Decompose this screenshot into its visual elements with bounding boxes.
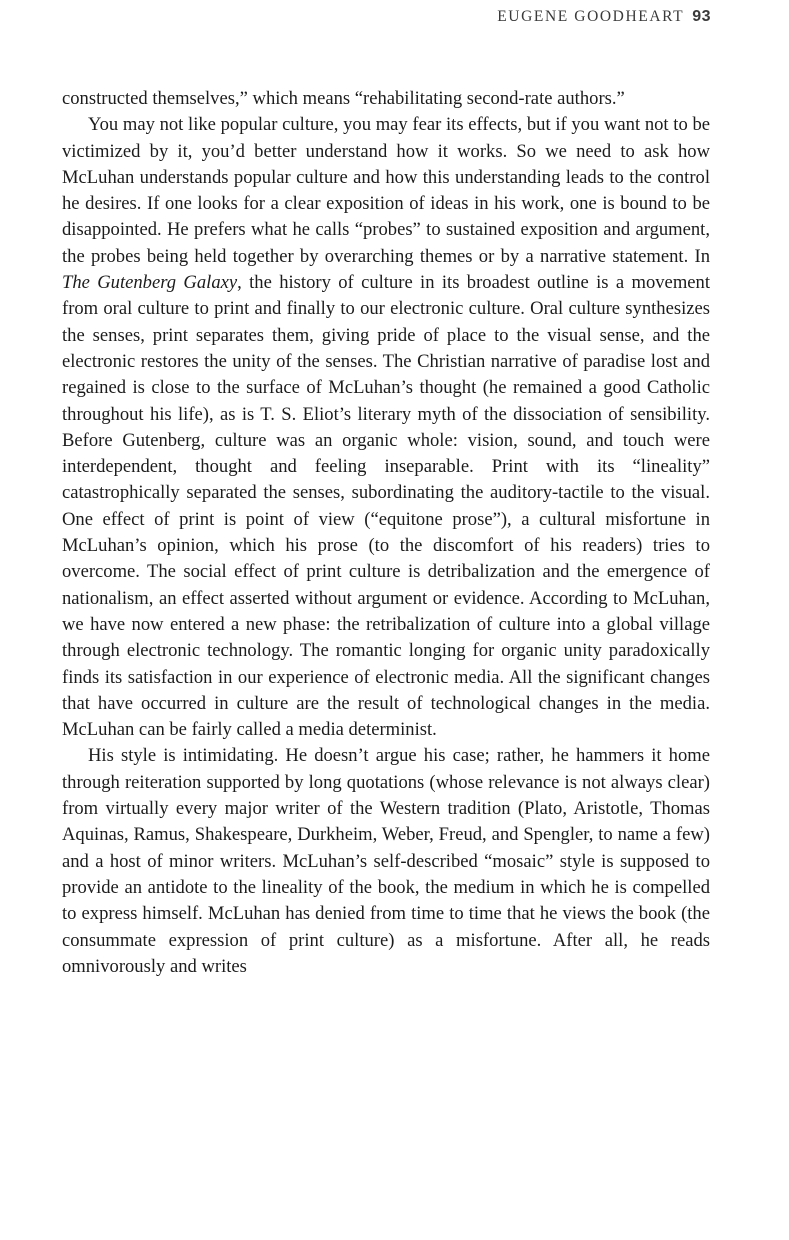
paragraph-text-after-title: , the history of culture in its broadest outline is a movement from oral culture to print and finally to our electronic culture. Oral culture synthesizes the senses, print separates them, giving pride of place to the visual sense, and the electronic restores the unity of the senses. The Christian narrative of paradise lost and regained is close to the surface of McLuhan’s thought (he remained a good Catholic throughout his life), as is T. S. Eliot’s literary myth of the dissociation of sensibility. Before Gutenberg, culture was an organic whole: vision, sound, and touch were interdependent, thought and feeling inseparable. Print with its “lineality” catastrophically separated the senses, subordinating the auditory-tactile to the visual. One effect of print is point of view (“equitone prose”), a cultural misfortune in McLuhan’s opinion, which his prose (to the discomfort of his readers) tries to overcome. The social effect of print culture is detribalization and the emergence of nationalism, an effect asserted without argument or evidence. According to McLuhan, we have now entered a new phase: the retribalization of culture into a global village through electronic technology. The romantic longing for organic unity paradoxically finds its satisfaction in our experience of electronic media. All the significant changes that have occurred in culture are the result of technological changes in the media. McLuhan can be fairly called a media determinist. [62,272,710,741]
book-title-gutenberg-galaxy: The Gutenberg Galaxy [62,272,238,294]
page-number: 93 [692,8,711,25]
paragraph-mcluhan-probes [62,112,710,743]
running-head [497,6,711,26]
paragraph-continuation: constructed themselves,” which means “rehabilitating second-rate authors.” [62,88,625,109]
running-head-author: EUGENE GOODHEART [497,8,685,25]
body-text [62,86,710,980]
paragraph-text-before-title: You may not like popular culture, you may fear its effects, but if you want not to be victimized by it, you’d better understand how it works. So we need to ask how McLuhan understands popular culture and how this understanding leads to the control he desires. If one looks for a clear exposition of ideas in his work, one is bound to be disappointed. He prefers what he calls “probes” to sustained exposition and argument, the probes being held together by overarching themes or by a narrative statement. In [62,114,710,267]
paragraph-style-intimidating: His style is intimidating. He doesn’t argue his case; rather, he hammers it home through reiteration supported by long quotations (whose relevance is not always clear) from virtually every major writer of the Western tradition (Plato, Aristotle, Thomas Aquinas, Ramus, Shakespeare, Durkheim, Weber, Freud, and Spengler, to name a few) and a host of minor writers. McLuhan’s self-described “mosaic” style is supposed to provide an antidote to the lineality of the book, the medium in which he is compelled to express himself. McLuhan has denied from time to time that he views the book (the consummate expression of print culture) as a misfortune. After all, he reads omnivorously and writes [62,745,710,977]
